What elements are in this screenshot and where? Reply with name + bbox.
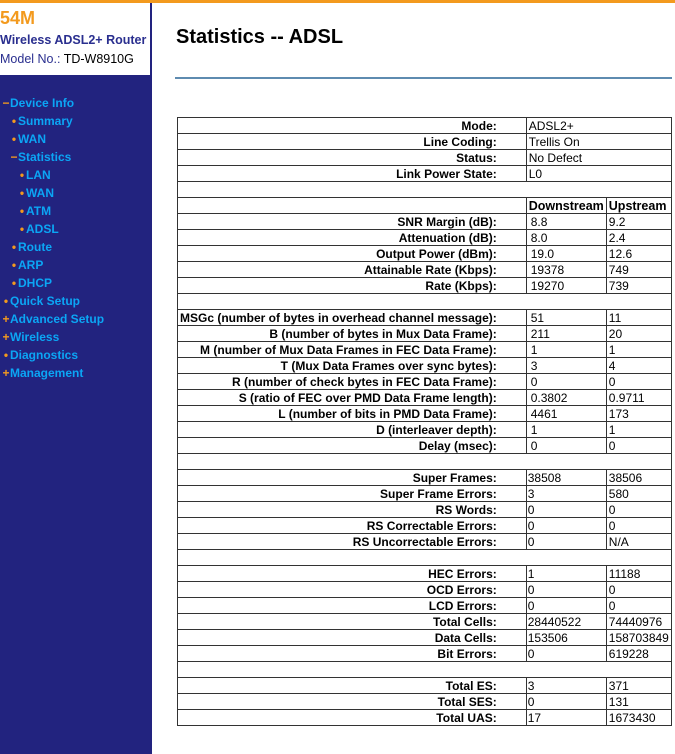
table-row bbox=[178, 710, 672, 726]
downstream-value: 8.8 bbox=[526, 214, 606, 230]
upstream-value: 131 bbox=[606, 694, 671, 710]
expand-icon: + bbox=[2, 330, 10, 344]
row-label: D (interleaver depth): bbox=[178, 422, 527, 438]
downstream-value: 8.0 bbox=[526, 230, 606, 246]
table-row bbox=[178, 598, 672, 614]
table-row bbox=[178, 262, 672, 278]
upstream-value: 2.4 bbox=[606, 230, 671, 246]
upstream-value: 1 bbox=[606, 342, 671, 358]
row-label: S (ratio of FEC over PMD Data Frame length): bbox=[178, 390, 527, 406]
bullet-icon: • bbox=[11, 258, 17, 272]
table-row bbox=[178, 374, 672, 390]
row-label: Delay (msec): bbox=[178, 438, 527, 454]
collapse-icon: − bbox=[10, 150, 18, 164]
nav-management[interactable]: +Management bbox=[2, 366, 84, 380]
bullet-icon: • bbox=[11, 240, 17, 254]
upstream-value: 12.6 bbox=[606, 246, 671, 262]
table-row bbox=[178, 438, 672, 454]
model-label: Model No.: bbox=[0, 52, 61, 66]
downstream-value: 19270 bbox=[526, 278, 606, 294]
upstream-value: 0 bbox=[606, 582, 671, 598]
spacer-row bbox=[178, 454, 672, 470]
downstream-value: 1 bbox=[526, 566, 606, 582]
brand-speed: 54M bbox=[0, 8, 36, 28]
table-row bbox=[178, 326, 672, 342]
table-row bbox=[178, 214, 672, 230]
upstream-value: 173 bbox=[606, 406, 671, 422]
row-label: Output Power (dBm): bbox=[178, 246, 527, 262]
upstream-value: 158703849 bbox=[606, 630, 671, 646]
upstream-value: 9.2 bbox=[606, 214, 671, 230]
bullet-icon: • bbox=[19, 168, 25, 182]
table-row bbox=[178, 310, 672, 326]
row-label: Total SES: bbox=[178, 694, 527, 710]
bullet-icon: • bbox=[19, 186, 25, 200]
spacer-row bbox=[178, 550, 672, 566]
upstream-value: 0 bbox=[606, 374, 671, 390]
downstream-value: 3 bbox=[526, 358, 606, 374]
upstream-value: 11 bbox=[606, 310, 671, 326]
row-label: Attenuation (dB): bbox=[178, 230, 527, 246]
spacer-row bbox=[178, 662, 672, 678]
upstream-value: 1 bbox=[606, 422, 671, 438]
table-row bbox=[178, 646, 672, 662]
bullet-icon: • bbox=[11, 132, 17, 146]
row-label: Status: bbox=[178, 150, 527, 166]
upstream-header: Upstream bbox=[606, 198, 671, 214]
downstream-value: 51 bbox=[526, 310, 606, 326]
table-row bbox=[178, 230, 672, 246]
row-label: R (number of check bytes in FEC Data Frame): bbox=[178, 374, 527, 390]
row-label: Super Frame Errors: bbox=[178, 486, 527, 502]
row-label: SNR Margin (dB): bbox=[178, 214, 527, 230]
downstream-value: 0 bbox=[526, 502, 606, 518]
row-label: RS Words: bbox=[178, 502, 527, 518]
row-label: MSGc (number of bytes in overhead channel message): bbox=[178, 310, 527, 326]
model-value: TD-W8910G bbox=[63, 52, 134, 66]
row-value: Trellis On bbox=[526, 134, 671, 150]
table-row bbox=[178, 486, 672, 502]
nav-device-info[interactable]: −Device Info bbox=[2, 96, 75, 110]
downstream-value: 1 bbox=[526, 422, 606, 438]
table-row bbox=[178, 582, 672, 598]
nav-menu bbox=[0, 94, 152, 382]
table-row bbox=[178, 358, 672, 374]
bullet-icon: • bbox=[11, 276, 17, 290]
row-label: Data Cells: bbox=[178, 630, 527, 646]
row-label: Mode: bbox=[178, 118, 527, 134]
downstream-value: 0 bbox=[526, 518, 606, 534]
downstream-value: 19.0 bbox=[526, 246, 606, 262]
bullet-icon: • bbox=[3, 348, 9, 362]
upstream-value: 0 bbox=[606, 438, 671, 454]
downstream-value: 28440522 bbox=[526, 614, 606, 630]
downstream-value: 0 bbox=[526, 646, 606, 662]
upstream-value: 1673430 bbox=[606, 710, 671, 726]
row-value: No Defect bbox=[526, 150, 671, 166]
nav-stat-adsl[interactable]: • ADSL bbox=[19, 222, 59, 236]
downstream-value: 0 bbox=[526, 598, 606, 614]
row-label: Total UAS: bbox=[178, 710, 527, 726]
table-row bbox=[178, 534, 672, 550]
header-row bbox=[178, 198, 672, 214]
downstream-value: 0.3802 bbox=[526, 390, 606, 406]
expand-icon: + bbox=[2, 312, 10, 326]
upstream-value: 38506 bbox=[606, 470, 671, 486]
table-row bbox=[178, 390, 672, 406]
row-label: Total ES: bbox=[178, 678, 527, 694]
downstream-value: 0 bbox=[526, 694, 606, 710]
table-row bbox=[178, 566, 672, 582]
downstream-value: 0 bbox=[526, 534, 606, 550]
table-row bbox=[178, 134, 672, 150]
table-row bbox=[178, 470, 672, 486]
title-divider bbox=[175, 77, 672, 79]
row-label: L (number of bits in PMD Data Frame): bbox=[178, 406, 527, 422]
table-row bbox=[178, 678, 672, 694]
table-row bbox=[178, 406, 672, 422]
row-label: LCD Errors: bbox=[178, 598, 527, 614]
table-row bbox=[178, 118, 672, 134]
upstream-value: N/A bbox=[606, 534, 671, 550]
nav-diagnostics[interactable]: • Diagnostics bbox=[3, 348, 79, 362]
row-label: HEC Errors: bbox=[178, 566, 527, 582]
downstream-value: 17 bbox=[526, 710, 606, 726]
downstream-header: Downstream bbox=[526, 198, 606, 214]
nav-route[interactable]: • Route bbox=[11, 240, 52, 254]
upstream-value: 74440976 bbox=[606, 614, 671, 630]
upstream-value: 0 bbox=[606, 502, 671, 518]
row-value: ADSL2+ bbox=[526, 118, 671, 134]
downstream-value: 211 bbox=[526, 326, 606, 342]
downstream-value: 1 bbox=[526, 342, 606, 358]
brand-logo bbox=[0, 3, 152, 78]
nav-wan[interactable]: • WAN bbox=[11, 132, 46, 146]
row-label: B (number of bytes in Mux Data Frame): bbox=[178, 326, 527, 342]
row-label: M (number of Mux Data Frames in FEC Data Frame): bbox=[178, 342, 527, 358]
row-label: Rate (Kbps): bbox=[178, 278, 527, 294]
nav-advanced-setup[interactable]: +Advanced Setup bbox=[2, 312, 105, 326]
upstream-value: 0 bbox=[606, 598, 671, 614]
table-row bbox=[178, 278, 672, 294]
bullet-icon: • bbox=[19, 204, 25, 218]
table-row bbox=[178, 166, 672, 182]
row-label: Link Power State: bbox=[178, 166, 527, 182]
row-label: Bit Errors: bbox=[178, 646, 527, 662]
table-row bbox=[178, 518, 672, 534]
row-label: Total Cells: bbox=[178, 614, 527, 630]
row-label: Super Frames: bbox=[178, 470, 527, 486]
downstream-value: 0 bbox=[526, 582, 606, 598]
sidebar bbox=[0, 3, 152, 754]
downstream-value: 3 bbox=[526, 678, 606, 694]
downstream-value: 153506 bbox=[526, 630, 606, 646]
upstream-value: 619228 bbox=[606, 646, 671, 662]
nav-stat-atm[interactable]: • ATM bbox=[19, 204, 52, 218]
table-row bbox=[178, 502, 672, 518]
nav-arp[interactable]: • ARP bbox=[11, 258, 44, 272]
upstream-value: 749 bbox=[606, 262, 671, 278]
bullet-icon: • bbox=[3, 294, 9, 308]
nav-quick-setup[interactable]: • Quick Setup bbox=[3, 294, 81, 308]
spacer-row bbox=[178, 294, 672, 310]
nav-summary[interactable]: • Summary bbox=[11, 114, 73, 128]
upstream-value: 580 bbox=[606, 486, 671, 502]
row-label: OCD Errors: bbox=[178, 582, 527, 598]
collapse-icon: − bbox=[2, 96, 10, 110]
upstream-value: 739 bbox=[606, 278, 671, 294]
downstream-value: 0 bbox=[526, 374, 606, 390]
upstream-value: 0 bbox=[606, 518, 671, 534]
row-label: Line Coding: bbox=[178, 134, 527, 150]
upstream-value: 11188 bbox=[606, 566, 671, 582]
upstream-value: 4 bbox=[606, 358, 671, 374]
downstream-value: 3 bbox=[526, 486, 606, 502]
table-row bbox=[178, 150, 672, 166]
page-title: Statistics -- ADSL bbox=[176, 26, 344, 48]
table-row bbox=[178, 614, 672, 630]
nav-dhcp[interactable]: • DHCP bbox=[11, 276, 53, 290]
adsl-stats-table bbox=[177, 117, 672, 726]
downstream-value: 0 bbox=[526, 438, 606, 454]
table-row bbox=[178, 630, 672, 646]
row-value: L0 bbox=[526, 166, 671, 182]
nav-stat-wan[interactable]: • WAN bbox=[19, 186, 54, 200]
expand-icon: + bbox=[2, 366, 10, 380]
bullet-icon: • bbox=[19, 222, 25, 236]
table-row bbox=[178, 694, 672, 710]
upstream-value: 371 bbox=[606, 678, 671, 694]
table-row bbox=[178, 422, 672, 438]
row-label: Attainable Rate (Kbps): bbox=[178, 262, 527, 278]
brand-product: Wireless ADSL2+ Router bbox=[0, 33, 147, 47]
nav-wireless[interactable]: +Wireless bbox=[2, 330, 60, 344]
bullet-icon: • bbox=[11, 114, 17, 128]
downstream-value: 4461 bbox=[526, 406, 606, 422]
downstream-value: 38508 bbox=[526, 470, 606, 486]
table-row bbox=[178, 342, 672, 358]
upstream-value: 20 bbox=[606, 326, 671, 342]
upstream-value: 0.9711 bbox=[606, 390, 671, 406]
table-row bbox=[178, 246, 672, 262]
downstream-value: 19378 bbox=[526, 262, 606, 278]
brand-model bbox=[0, 52, 134, 66]
row-label: T (Mux Data Frames over sync bytes): bbox=[178, 358, 527, 374]
row-label: RS Correctable Errors: bbox=[178, 518, 527, 534]
nav-stat-lan[interactable]: • LAN bbox=[19, 168, 51, 182]
row-label: RS Uncorrectable Errors: bbox=[178, 534, 527, 550]
nav-statistics[interactable]: −Statistics bbox=[10, 150, 72, 164]
spacer-row bbox=[178, 182, 672, 198]
